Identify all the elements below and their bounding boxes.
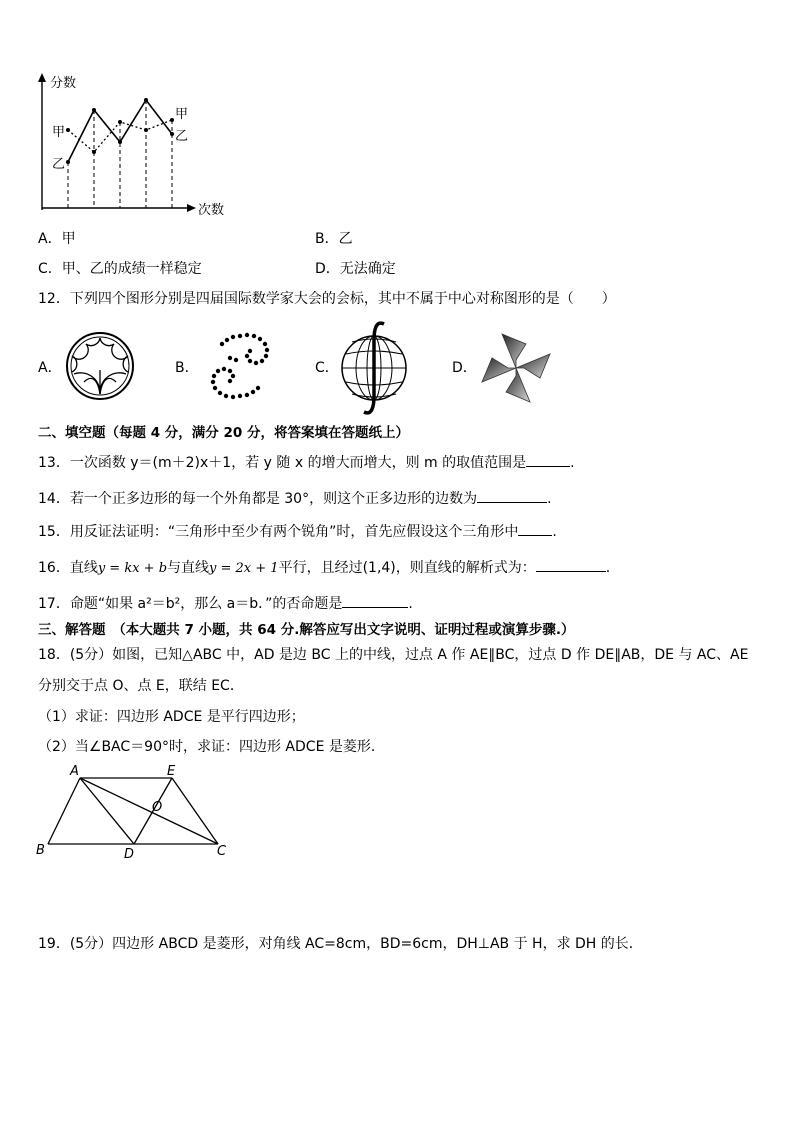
y-axis-label: 分数 xyxy=(50,76,77,91)
q15 xyxy=(38,521,557,541)
x-axis-label: 次数 xyxy=(198,203,225,218)
section2-heading: 二、填空题（每题 4 分，满分 20 分，将答案填在答题纸上） xyxy=(38,425,409,441)
logo-a-circle-arcs xyxy=(64,330,136,402)
data-point xyxy=(118,140,122,144)
data-point xyxy=(92,108,96,112)
answer-blank[interactable] xyxy=(536,557,606,572)
q12-option-a[interactable]: A． xyxy=(38,360,62,376)
q12-option-d[interactable]: D． xyxy=(452,360,477,376)
q15-text: 15．用反证法证明：“三角形中至少有两个锐角”时，首先应假设这个三角形中 xyxy=(38,524,519,540)
data-point xyxy=(144,98,148,102)
period: . xyxy=(605,560,611,576)
series-label-yi-left: 乙 xyxy=(52,157,66,172)
segment-ac xyxy=(80,778,218,844)
q13-text: 13．一次函数 y＝(m＋2)x＋1，若 y 随 x 的增大而增大，则 m 的取值范围是 xyxy=(38,455,527,471)
data-point xyxy=(170,132,174,136)
q16 xyxy=(38,557,610,578)
q18-part1: （1）求证：四边形 ADCE 是平行四边形； xyxy=(38,709,305,725)
q12-option-c[interactable]: C． xyxy=(315,360,339,376)
q14 xyxy=(38,488,552,508)
q16-text: 与直线 xyxy=(167,560,210,576)
answer-blank[interactable] xyxy=(342,593,408,608)
logo-c-globe-integral xyxy=(338,320,410,416)
q18-line1: 18．(5分）如图，已知△ABC 中，AD 是边 BC 上的中线，过点 A 作 AE∥BC，过点 D 作 DE∥AB，DE 与 AC、AE xyxy=(38,647,749,663)
answer-blank[interactable] xyxy=(518,521,552,536)
data-point xyxy=(118,120,122,124)
q18-part2: （2）当∠BAC＝90°时，求证：四边形 ADCE 是菱形． xyxy=(38,739,385,755)
period: . xyxy=(570,455,575,471)
q11-option-c[interactable]: C．甲、乙的成绩一样稳定 xyxy=(38,261,202,277)
logo-d-pinwheel xyxy=(478,330,554,406)
q11-option-b[interactable]: B．乙 xyxy=(315,231,353,247)
q19: 19．(5分）四边形 ABCD 是菱形，对角线 AC=8cm，BD=6cm，DH⊥AB 于 H，求 DH 的长． xyxy=(38,936,643,952)
q18-line2: 分别交于点 O、点 E，联结 EC． xyxy=(38,678,244,694)
period: . xyxy=(552,524,557,540)
answer-blank[interactable] xyxy=(526,452,570,467)
y-axis-arrow xyxy=(38,73,46,82)
q17-text: 17．命题“如果 a²＝b²，那么 a＝b．”的否命题是 xyxy=(38,596,343,612)
score-line-chart xyxy=(30,70,230,220)
label-e: E xyxy=(167,764,176,779)
answer-blank[interactable] xyxy=(477,488,547,503)
q16-text: 16．直线 xyxy=(38,560,98,576)
section3-heading: 三、解答题 （本大题共 7 小题，共 64 分.解答应写出文字说明、证明过程或演算步骤.） xyxy=(38,622,575,638)
q11-option-a[interactable]: A．甲 xyxy=(38,231,76,247)
series-label-yi-right: 乙 xyxy=(175,129,189,144)
label-o: O xyxy=(152,800,163,815)
q17 xyxy=(38,593,413,613)
period: . xyxy=(547,491,552,507)
segment-ec xyxy=(172,778,218,844)
segment-ab xyxy=(48,778,80,844)
data-point xyxy=(170,118,174,122)
q16-text: ，则直线的解析式为： xyxy=(395,560,536,576)
segment-ad xyxy=(80,778,134,844)
q11-option-d[interactable]: D．无法确定 xyxy=(315,261,396,277)
series-label-jia-right: 甲 xyxy=(175,107,189,122)
label-c: C xyxy=(217,844,227,859)
q16-text: 平行，且经过 xyxy=(278,560,363,576)
q12-stem: 12．下列四个图形分别是四届国际数学家大会的会标，其中不属于中心对称图形的是（ ） xyxy=(38,291,616,307)
equation-2x-1: y = 2x + 1 xyxy=(209,561,279,576)
x-axis-arrow xyxy=(187,204,196,212)
label-b: B xyxy=(36,843,45,858)
point-1-4: (1,4) xyxy=(362,560,396,576)
q12-option-b[interactable]: B． xyxy=(175,360,199,376)
data-point xyxy=(144,128,148,132)
logo-b-dotted-spirals xyxy=(200,330,280,402)
q14-text: 14．若一个正多边形的每一个外角都是 30°，则这个正多边形的边数为 xyxy=(38,491,478,507)
data-point xyxy=(66,160,70,164)
label-d: D xyxy=(124,847,135,862)
data-point xyxy=(92,150,96,154)
data-point xyxy=(66,128,70,132)
series-label-jia-left: 甲 xyxy=(52,125,66,140)
parallelogram-figure xyxy=(32,765,242,865)
equation-kx-b: y = kx + b xyxy=(97,561,168,576)
period: . xyxy=(408,596,413,612)
label-a: A xyxy=(70,764,79,779)
q13 xyxy=(38,452,575,472)
